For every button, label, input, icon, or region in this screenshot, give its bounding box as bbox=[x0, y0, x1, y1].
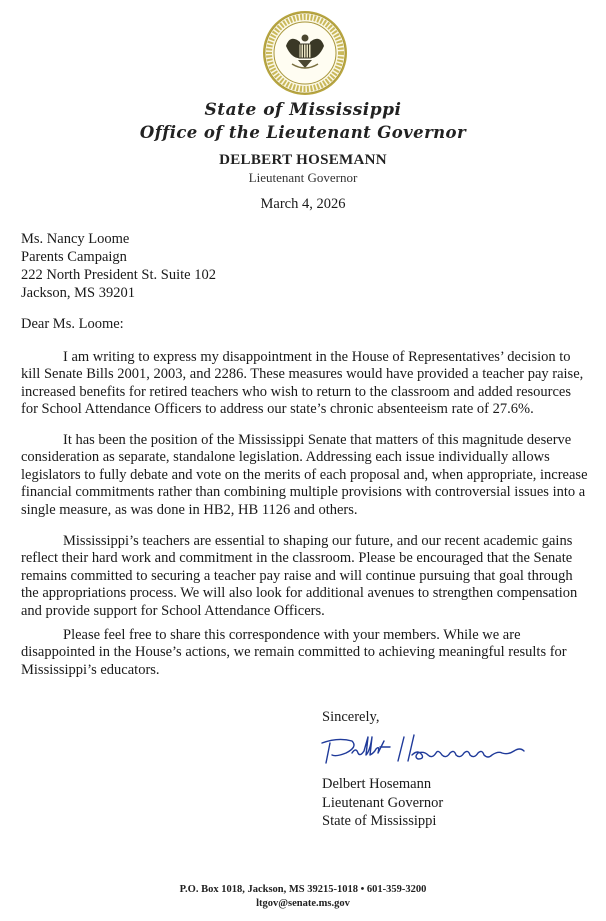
handwritten-signature-icon bbox=[318, 733, 538, 767]
recipient-city: Jackson, MS 39201 bbox=[21, 285, 135, 301]
signer-title: Lieutenant Governor bbox=[322, 794, 444, 811]
signer-name: Delbert Hosemann bbox=[322, 776, 432, 792]
state-seal-icon bbox=[262, 10, 348, 96]
letterhead-office: Office of the Lieutenant Governor bbox=[139, 123, 467, 142]
body-paragraph-4: Please feel free to share this correspondence with your members. While we are disappointed in the House’s actions, we remain committed to achieving meaningful results for Mississippi’s educators. bbox=[21, 627, 567, 678]
body-paragraph-2: It has been the position of the Mississippi Senate that matters of this magnitude deserve consideration as separate, standalone legislation. Addressing each issue individually allows legislators to fully debate and vote on the merits of each proposal and, when appropriate, increase financial commitments rather than combining multiple provisions with controversial issues into a single measure, as was done in HB2, HB 1126 and others. bbox=[21, 432, 588, 518]
letter-date: March 4, 2026 bbox=[260, 196, 346, 212]
signer-block bbox=[322, 775, 443, 831]
footer-address: P.O. Box 1018, Jackson, MS 39215-1018 • 601-359-3200 bbox=[179, 884, 427, 895]
recipient-street: 222 North President St. Suite 102 bbox=[21, 267, 216, 283]
signer-state: State of Mississippi bbox=[322, 813, 437, 829]
footer-email: ltgov@senate.ms.gov bbox=[256, 898, 350, 909]
letterhead-title: Lieutenant Governor bbox=[248, 170, 358, 185]
recipient-organization: Parents Campaign bbox=[21, 249, 127, 265]
recipient-name: Ms. Nancy Loome bbox=[21, 231, 130, 247]
letterhead-name: DELBERT HOSEMANN bbox=[219, 152, 387, 168]
closing: Sincerely, bbox=[322, 709, 380, 725]
recipient-address bbox=[21, 230, 216, 302]
letterhead-state: State of Mississippi bbox=[204, 100, 402, 120]
body-paragraph-1: I am writing to express my disappointment in the House of Representatives’ decision to kill Senate Bills 2001, 2003, and 2286. These measures would have provided a teacher pay raise, increased benefits for retired teachers who wish to return to the classroom and added resources for School Attendance Officers to address our state’s chronic absenteeism rate of 27.6%. bbox=[21, 349, 584, 418]
body-paragraph-3: Mississippi’s teachers are essential to shaping our future, and our recent academic gains reflect their hard work and commitment in the classroom. Please be encouraged that the Senate remains committed to securing a teacher pay raise and will continue pursuing that goal through the appropriations process. We will also look for additional avenues to strengthen compensation and provide support for School Attendance Officers. bbox=[21, 533, 578, 619]
salutation: Dear Ms. Loome: bbox=[21, 316, 124, 332]
